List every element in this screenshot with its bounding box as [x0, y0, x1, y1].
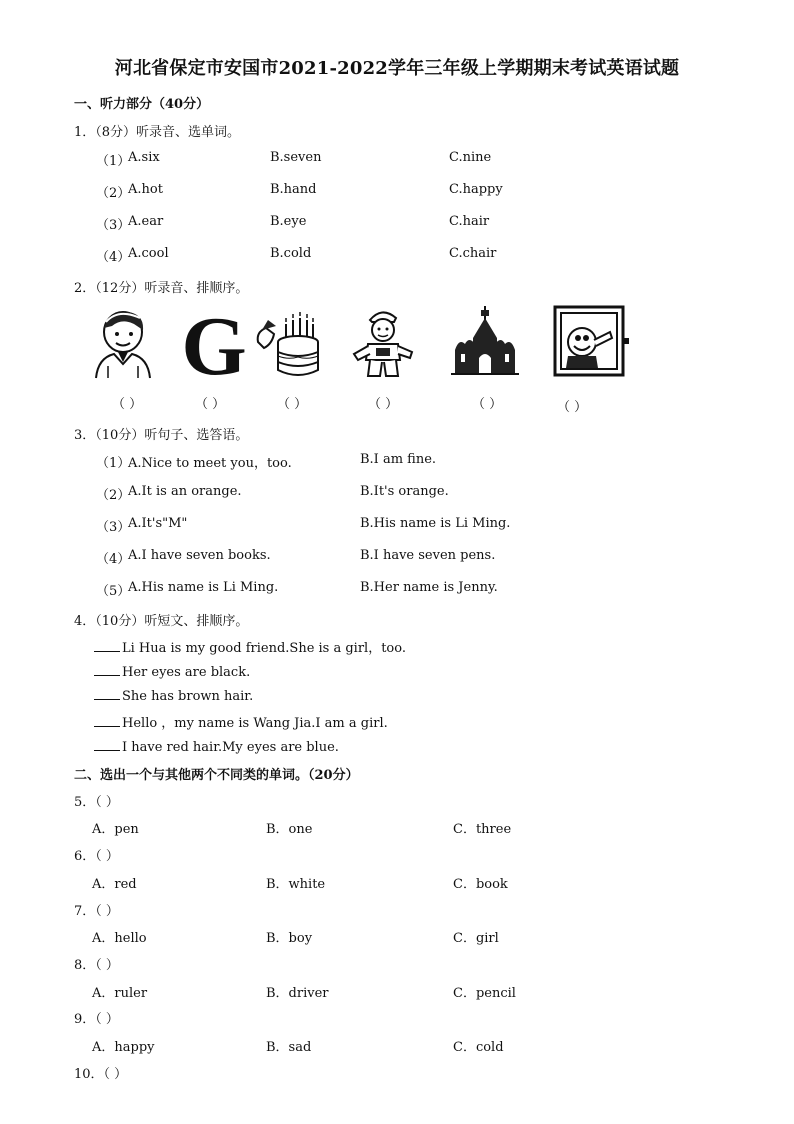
q3-item-number: （1）: [96, 456, 131, 471]
q2-prompt: 2．（12分）听录音、排顺序。: [74, 281, 249, 296]
question-number: 6．（ ）: [74, 849, 119, 864]
q1-item-number: （2）: [96, 186, 131, 201]
q3-item-number: （5）: [96, 584, 131, 599]
q1-option-c: C.hair: [449, 214, 490, 229]
birthday-cake-icon: [252, 304, 322, 380]
q4-blank[interactable]: [94, 663, 120, 676]
question-number: 8．（ ）: [74, 958, 119, 973]
q1-option-a: A.hot: [128, 182, 163, 197]
q4-blank[interactable]: [94, 687, 120, 700]
q3-item-number: （4）: [96, 552, 131, 567]
q1-option-c: C.nine: [449, 150, 492, 165]
q1-prompt: 1．（8分）听录音、选单词。: [74, 125, 241, 140]
q1-option-b: B.cold: [270, 246, 312, 261]
q4-line-text: I have red hair.My eyes are blue.: [122, 740, 339, 755]
option-b: B．one: [266, 822, 313, 837]
q3-option-b: B.I have seven pens.: [360, 548, 496, 563]
window-cartoon-icon: [552, 304, 632, 380]
question-number: 10．（ ）: [74, 1067, 128, 1082]
option-c: C．cold: [453, 1040, 504, 1055]
q3-option-b: B.His name is Li Ming.: [360, 516, 511, 531]
boy-icon: [88, 304, 158, 380]
letter-g-text: G: [181, 304, 247, 380]
q4-line: [94, 712, 388, 731]
q4-line: [94, 687, 253, 704]
q2-answer-paren-3[interactable]: （ ）: [277, 397, 308, 412]
option-c: C．girl: [453, 931, 499, 946]
q2-answer-paren-6[interactable]: （ ）: [557, 400, 588, 415]
option-b: B．driver: [266, 986, 329, 1001]
option-b: B．sad: [266, 1040, 312, 1055]
question-number: 9．（ ）: [74, 1012, 119, 1027]
q1-option-a: A.six: [128, 150, 160, 165]
q4-line-text: She has brown hair.: [122, 689, 254, 704]
q3-item-number: （2）: [96, 488, 131, 503]
q4-line: [94, 663, 250, 680]
option-a: A．pen: [92, 822, 139, 837]
option-a: A．happy: [92, 1040, 155, 1055]
q1-option-b: B.hand: [270, 182, 317, 197]
q4-blank[interactable]: [94, 738, 120, 751]
question-number: 5．（ ）: [74, 795, 119, 810]
q3-option-b: B.It's orange.: [360, 484, 449, 499]
q3-option-b: B.I am fine.: [360, 452, 437, 467]
q3-item-number: （3）: [96, 520, 131, 535]
option-b: B．white: [266, 877, 326, 892]
q4-line: [94, 637, 406, 656]
q3-option-a: A.Nice to meet you，too.: [128, 456, 292, 471]
q1-item-number: （3）: [96, 218, 131, 233]
q3-option-a: A.I have seven books.: [128, 548, 271, 563]
worker-icon: [348, 304, 418, 380]
castle-icon: [449, 304, 519, 380]
q3-prompt: 3．（10分）听句子、选答语。: [74, 428, 249, 443]
q4-line: [94, 738, 339, 755]
q4-line-text: Her eyes are black.: [122, 665, 251, 680]
q1-item-number: （1）: [96, 154, 131, 169]
option-b: B．boy: [266, 931, 313, 946]
q4-line-text: Li Hua is my good friend.She is a girl，too.: [122, 641, 406, 656]
q1-option-a: A.cool: [128, 246, 169, 261]
q4-blank[interactable]: [94, 714, 120, 727]
option-a: A．ruler: [92, 986, 148, 1001]
question-number: 7．（ ）: [74, 904, 119, 919]
q3-option-a: A.His name is Li Ming.: [128, 580, 279, 595]
q1-option-a: A.ear: [128, 214, 164, 229]
q3-option-a: A.It's"M": [128, 516, 188, 531]
option-a: A．red: [92, 877, 137, 892]
option-c: C．pencil: [453, 986, 516, 1001]
q4-prompt: 4．（10分）听短文、排顺序。: [74, 614, 249, 629]
q4-blank[interactable]: [94, 639, 120, 652]
page-title: 河北省保定市安国市2021-2022学年三年级上学期期末考试英语试题: [114, 58, 680, 79]
option-c: C．book: [453, 877, 508, 892]
q1-option-c: C.happy: [449, 182, 503, 197]
q1-option-b: B.seven: [270, 150, 322, 165]
q2-answer-paren-4[interactable]: （ ）: [368, 397, 399, 412]
section-odd-one-out-heading: 二、选出一个与其他两个不同类的单词。（20分）: [74, 768, 359, 783]
q1-option-c: C.chair: [449, 246, 497, 261]
section-listening-heading: 一、听力部分（40分）: [74, 97, 210, 112]
q3-option-b: B.Her name is Jenny.: [360, 580, 498, 595]
q2-answer-paren-5[interactable]: （ ）: [472, 397, 503, 412]
letter-g-icon: [178, 304, 250, 380]
q1-item-number: （4）: [96, 250, 131, 265]
q2-answer-paren-1[interactable]: （ ）: [112, 397, 143, 412]
q3-option-a: A.It is an orange.: [128, 484, 242, 499]
q2-answer-paren-2[interactable]: （ ）: [195, 397, 226, 412]
q4-line-text: Hello ，my name is Wang Jia.I am a girl.: [122, 716, 388, 731]
option-a: A．hello: [92, 931, 147, 946]
q1-option-b: B.eye: [270, 214, 307, 229]
option-c: C．three: [453, 822, 512, 837]
